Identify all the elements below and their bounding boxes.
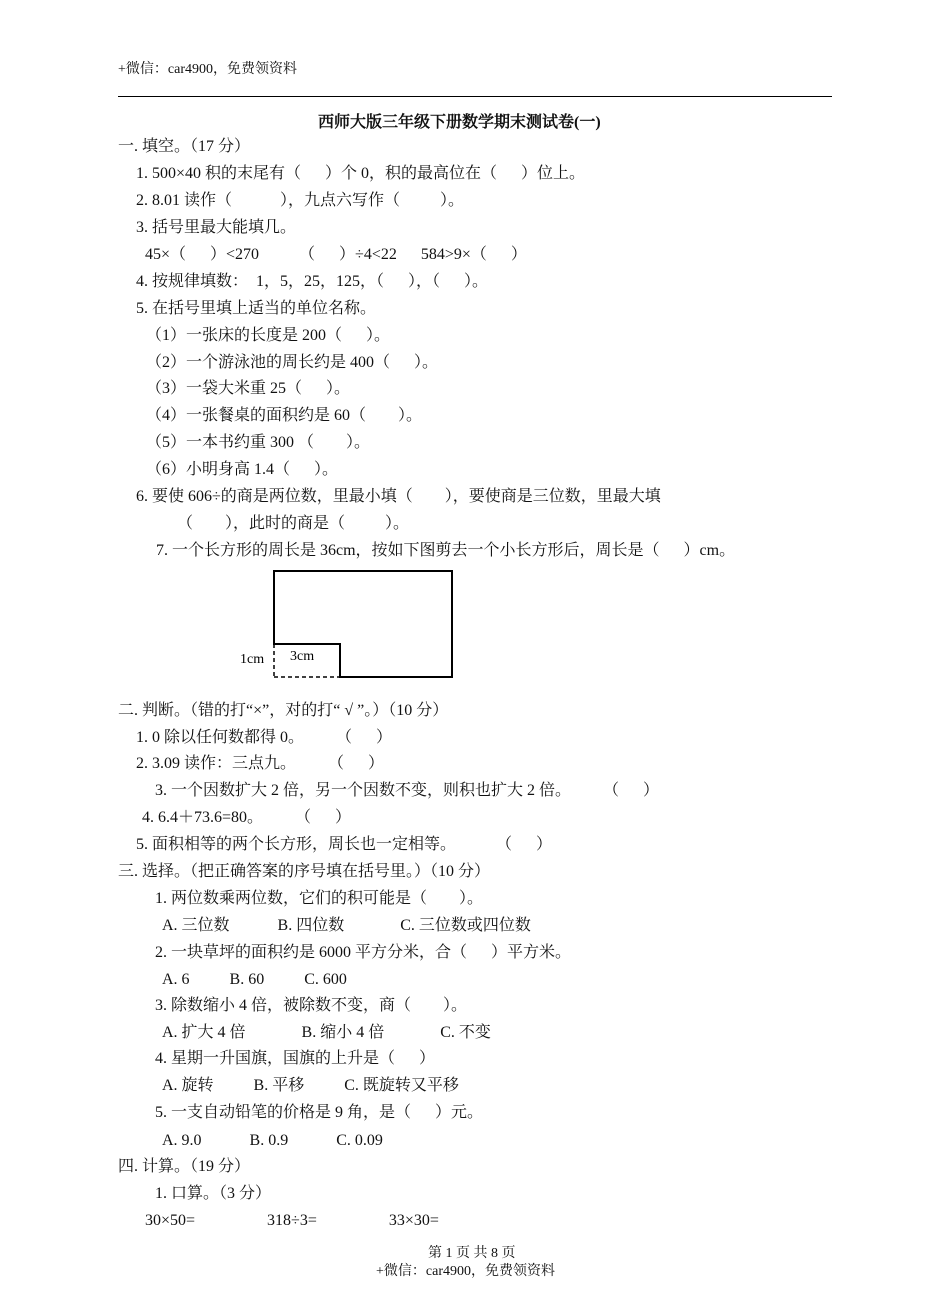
section-2-heading: 二. 判断。（错的打“×”，对的打“ √ ”。）（10 分） (118, 702, 449, 719)
question-1-5-4: （4）一张餐桌的面积约是 60（ ）。 (146, 407, 423, 424)
question-4-1-items: 30×50= 318÷3= 33×30= (145, 1212, 439, 1229)
question-3-2: 2. 一块草坪的面积约是 6000 平方分米，合（ ）平方米。 (155, 944, 572, 961)
question-3-1: 1. 两位数乘两位数，它们的积可能是（ ）。 (155, 890, 484, 907)
question-3-3-options: A. 扩大 4 倍 B. 缩小 4 倍 C. 不变 (162, 1024, 491, 1041)
header-rule (118, 96, 832, 97)
question-1-6-line-2: （ ），此时的商是（ ）。 (177, 515, 410, 532)
question-2-4: 4. 6.4＋73.6=80。 （ ） (142, 809, 352, 826)
label-3cm: 3cm (290, 649, 315, 664)
footer-watermark: +微信：car4900，免费领资料 (376, 1264, 555, 1279)
header-watermark: +微信：car4900，免费领资料 (118, 62, 297, 77)
question-3-2-options: A. 6 B. 60 C. 600 (162, 971, 347, 988)
question-3-3: 3. 除数缩小 4 倍，被除数不变，商（ ）。 (155, 997, 468, 1014)
question-3-5: 5. 一支自动铅笔的价格是 9 角，是（ ）元。 (155, 1104, 484, 1121)
question-1-4: 4. 按规律填数： 1，5，25，125，（ ），（ ）。 (136, 273, 489, 290)
question-2-5: 5. 面积相等的两个长方形，周长也一定相等。 （ ） (136, 836, 553, 853)
question-1-5-6: （6）小明身高 1.4（ ）。 (146, 461, 339, 478)
question-1-5-3: （3）一袋大米重 25（ ）。 (146, 380, 351, 397)
question-2-3: 3. 一个因数扩大 2 倍，另一个因数不变，则积也扩大 2 倍。 （ ） (155, 782, 660, 799)
page-title: 西师大版三年级下册数学期末测试卷(一) (318, 114, 601, 131)
section-1-heading: 一. 填空。（17 分） (118, 138, 251, 155)
question-1-2: 2. 8.01 读作（ ），九点六写作（ ）。 (136, 192, 465, 209)
question-1-3-items: 45×（ ）<270 （ ）÷4<22 584>9×（ ） (145, 246, 527, 263)
question-1-5: 5. 在括号里填上适当的单位名称。 (136, 300, 377, 317)
page-number: 第 1 页 共 8 页 (428, 1246, 516, 1261)
section-4-heading: 四. 计算。（19 分） (118, 1158, 251, 1175)
label-1cm: 1cm (240, 652, 265, 667)
question-1-1: 1. 500×40 积的末尾有（ ）个 0，积的最高位在（ ）位上。 (136, 165, 586, 182)
question-3-5-options: A. 9.0 B. 0.9 C. 0.09 (162, 1132, 383, 1149)
question-1-6-line-1: 6. 要使 606÷的商是两位数，里最小填（ ），要使商是三位数，里最大填 (136, 488, 661, 505)
question-1-5-1: （1）一张床的长度是 200（ ）。 (146, 327, 391, 344)
question-1-3: 3. 括号里最大能填几。 (136, 219, 297, 236)
question-3-4: 4. 星期一升国旗，国旗的上升是（ ） (155, 1050, 436, 1067)
question-1-5-2: （2）一个游泳池的周长约是 400（ ）。 (146, 354, 439, 371)
question-4-1: 1. 口算。（3 分） (155, 1185, 272, 1202)
question-1-5-5: （5）一本书约重 300 （ ）。 (146, 434, 371, 451)
rectangle-cut-figure (236, 566, 466, 684)
question-2-2: 2. 3.09 读作：三点九。 （ ） (136, 755, 385, 772)
question-3-4-options: A. 旋转 B. 平移 C. 既旋转又平移 (162, 1077, 459, 1094)
question-1-7: 7. 一个长方形的周长是 36cm，按如下图剪去一个小长方形后，周长是（ ）cm。 (156, 542, 736, 559)
question-3-1-options: A. 三位数 B. 四位数 C. 三位数或四位数 (162, 917, 531, 934)
section-3-heading: 三. 选择。（把正确答案的序号填在括号里。）（10 分） (118, 863, 491, 880)
question-2-1: 1. 0 除以任何数都得 0。 （ ） (136, 729, 393, 746)
